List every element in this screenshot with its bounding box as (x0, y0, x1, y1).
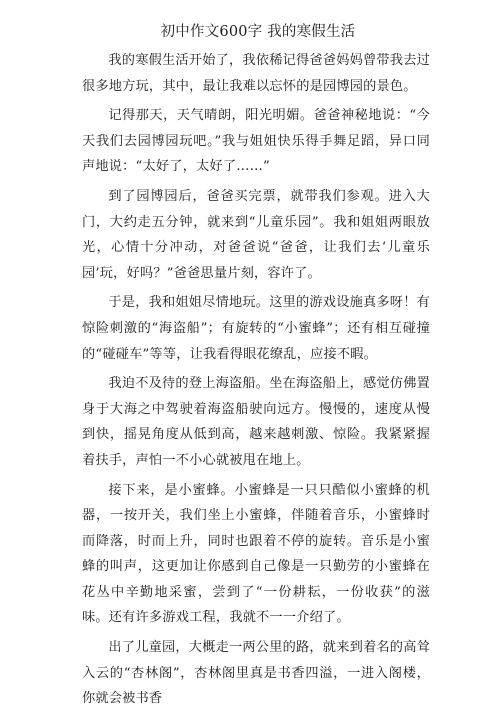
paragraph-3: 到了园博园后，爸爸买完票，就带我们参观。进入大门，大约走五分钟，就来到“儿童乐园”。我和姐姐两眼放光，心情十分冲动，对爸爸说“爸爸，让我们去‘儿童乐园’玩，好吗？”爸爸思量片刻，容许了。 (82, 188, 430, 281)
paragraph-4: 于是，我和姐姐尽情地玩。这里的游戏设施真多呀！有惊险刺激的“海盗船”；有旋转的“小蜜蜂”；还有相互碰撞的“碰碰车”等等，让我看得眼花缭乱，应接不暇。 (82, 295, 430, 362)
paragraph-2: 记得那天，天气晴朗，阳光明媚。爸爸神秘地说：“今天我们去园博园玩吧。”我与姐姐快乐得手舞足蹈，异口同声地说：“太好了，太好了……” (82, 108, 430, 175)
paragraph-7: 出了儿童园，大概走一两公里的路，就来到着名的高耸入云的“杏林阁”，杏林阁里真是书香四溢，一进入阁楼，你就会被书香 (82, 640, 430, 707)
paragraph-5: 我迫不及待的登上海盗船。坐在海盗船上，感觉仿佛置身于大海之中驾驶着海盗船驶向远方。慢慢的，速度从慢到快，摇晃角度从低到高，越来越刺激、惊险。我紧紧握着扶手，声怕一不小心就被甩在地上。 (82, 376, 430, 468)
document-title: 初中作文600字 我的寒假生活 (160, 24, 356, 40)
paragraph-1: 我的寒假生活开始了，我依稀记得爸爸妈妈曾带我去过很多地方玩，其中，最让我难以忘怀的是园博园的景色。 (82, 53, 430, 94)
paragraph-6: 接下来，是小蜜蜂。小蜜蜂是一只只酷似小蜜蜂的机器，一按开关，我们坐上小蜜蜂，伴随着音乐，小蜜蜂时而降落，时而上升，同时也跟着不停的旋转。音乐是小蜜蜂的叫声，这更加让你感到自己像是一只勤劳的小蜜蜂在花丛中辛勤地采蜜，尝到了“一份耕耘，一份收获”的滋味。还有许多游戏工程，我就不一一介绍了。 (82, 482, 430, 626)
